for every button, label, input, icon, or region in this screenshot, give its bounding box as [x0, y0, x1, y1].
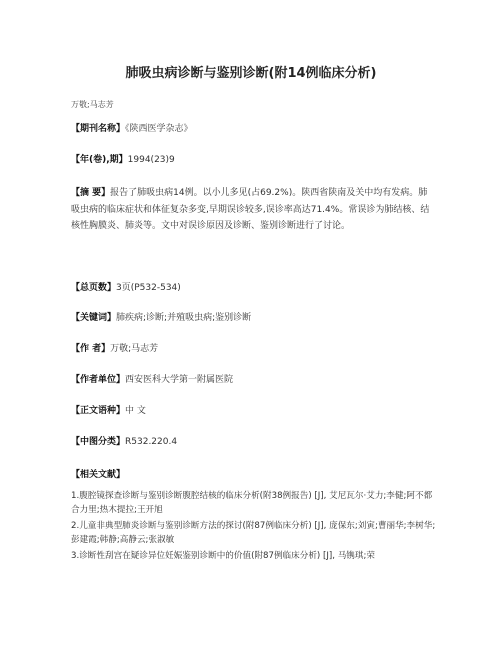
field-year-label: 【年(卷),期】	[71, 155, 128, 165]
references-heading: 【相关文献】	[71, 470, 126, 480]
field-author-label: 【作 者】	[71, 344, 111, 354]
field-journal	[71, 122, 193, 136]
reference-item[interactable]: 3.诊断性刮宫在疑诊异位妊娠鉴别诊断中的价值(附87例临床分析) [J], 马镌琪;荣	[71, 551, 375, 561]
field-keywords	[71, 311, 251, 325]
field-classification-label: 【中图分类】	[71, 437, 126, 447]
field-language	[71, 404, 146, 418]
field-journal-value: 《陕西医学杂志》	[125, 124, 193, 134]
field-affiliation-value: 西安医科大学第一附属医院	[125, 375, 234, 385]
field-year-value: 1994(23)9	[127, 155, 175, 165]
field-keywords-value: 肺疾病;诊断;并殖吸虫病;鉴别诊断	[116, 313, 252, 323]
references-list	[71, 489, 437, 565]
field-language-value: 中 文	[125, 406, 146, 416]
document-title: 肺吸虫病诊断与鉴别诊断(附14例临床分析)	[125, 66, 377, 81]
field-pages	[71, 281, 181, 295]
field-affiliation	[71, 373, 233, 387]
reference-item[interactable]: 2.儿童非典型肺炎诊断与鉴别诊断方法的探讨(附87例临床分析) [J], 庞保东;刘寅;曹丽华;李树华;彭建霞;韩静;高静云;张淑敏	[71, 521, 436, 545]
field-pages-value: 3页(P532-534)	[116, 283, 181, 293]
field-language-label: 【正文语种】	[71, 406, 126, 416]
field-keywords-label: 【关键词】	[71, 313, 117, 323]
field-author	[71, 342, 158, 356]
field-classification	[71, 435, 177, 449]
field-year	[71, 153, 175, 167]
authors-line: 万敬;马志芳	[71, 100, 114, 109]
abstract-label: 【摘 要】	[71, 188, 111, 198]
field-classification-value: R532.220.4	[125, 437, 178, 447]
abstract-text: 报告了肺吸虫病14例。以小儿多见(占69.2%)。陕西省陕南及关中均有发病。肺吸虫病的临床症状和体征复杂多变,早期误诊较多,误诊率高达71.4%。常误诊为肺结核、结核性胸膜炎、肺炎等。文中对误诊原因及诊断、鉴别诊断进行了讨论。	[71, 188, 430, 231]
abstract	[71, 185, 433, 235]
field-author-value: 万敬;马志芳	[110, 344, 159, 354]
field-affiliation-label: 【作者单位】	[71, 375, 126, 385]
field-journal-label: 【期刊名称】	[71, 124, 126, 134]
field-pages-label: 【总页数】	[71, 283, 117, 293]
reference-item[interactable]: 1.腹腔镜探查诊断与鉴别诊断腹腔结核的临床分析(附38例报告) [J], 艾尼瓦尔·艾力;李健;阿不都合力里;热木提拉;王开旭	[71, 491, 433, 515]
